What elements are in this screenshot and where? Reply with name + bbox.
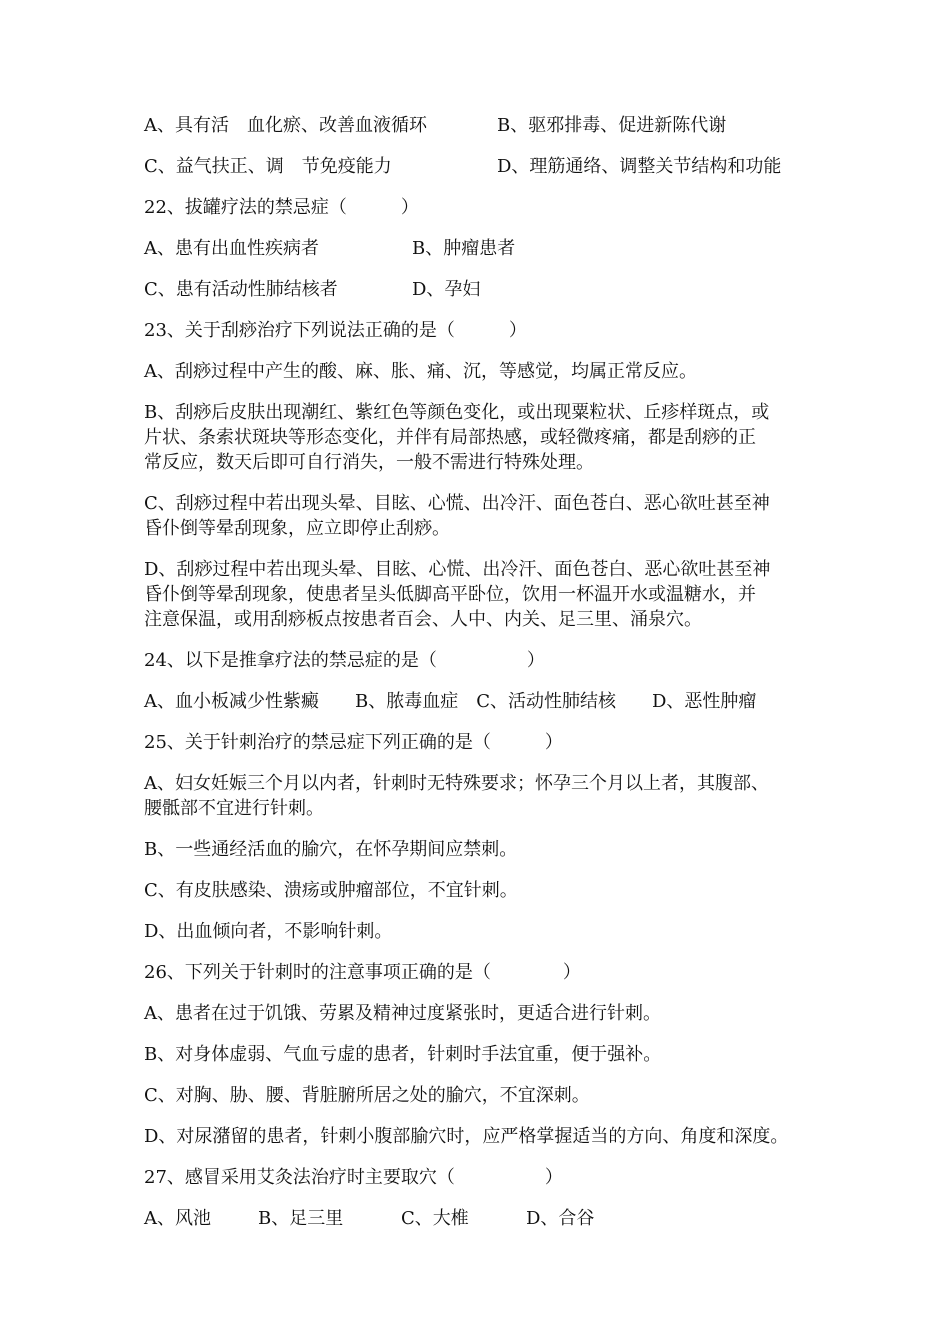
option-21-a: A、具有活 血化瘀、改善血液循环 xyxy=(144,115,427,136)
question-27: 27、感冒采用艾灸法治疗时主要取穴（ ） xyxy=(144,1167,563,1188)
option-26-c: C、对胸、胁、腰、背脏腑所居之处的腧穴，不宜深刺。 xyxy=(144,1085,590,1106)
option-27-d: D、合谷 xyxy=(526,1208,595,1229)
question-25: 25、关于针刺治疗的禁忌症下列正确的是（ ） xyxy=(144,732,563,753)
option-23-d-line3: 注意保温，或用刮痧板点按患者百会、人中、内关、足三里、涌泉穴。 xyxy=(144,609,702,630)
option-23-b-line1: B、刮痧后皮肤出现潮红、紫红色等颜色变化，或出现粟粒状、丘疹样斑点，或 xyxy=(144,402,770,423)
option-21-c: C、益气扶正、调 节免疫能力 xyxy=(144,156,392,177)
option-23-d-line1: D、刮痧过程中若出现头晕、目眩、心慌、出冷汗、面色苍白、恶心欲吐甚至神 xyxy=(144,559,771,580)
option-21-d: D、理筋通络、调整关节结构和功能 xyxy=(497,156,782,177)
option-25-b: B、一些通经活血的腧穴，在怀孕期间应禁刺。 xyxy=(144,839,518,860)
options-24: A、血小板减少性紫癜 B、脓毒血症 C、活动性肺结核 D、恶性肿瘤 xyxy=(144,691,757,712)
option-21-b: B、驱邪排毒、促进新陈代谢 xyxy=(497,115,727,136)
option-23-c-line2: 昏仆倒等晕刮现象，应立即停止刮痧。 xyxy=(144,518,450,539)
question-23: 23、关于刮痧治疗下列说法正确的是（ ） xyxy=(144,320,527,341)
question-26: 26、下列关于针刺时的注意事项正确的是（ ） xyxy=(144,962,581,983)
option-27-a: A、风池 xyxy=(144,1208,211,1229)
option-22-d: D、孕妇 xyxy=(412,279,481,300)
option-22-a: A、患有出血性疾病者 xyxy=(144,238,319,259)
option-23-c-line1: C、刮痧过程中若出现头晕、目眩、心慌、出冷汗、面色苍白、恶心欲吐甚至神 xyxy=(144,493,770,514)
question-24: 24、以下是推拿疗法的禁忌症的是（ ） xyxy=(144,650,545,671)
option-25-c: C、有皮肤感染、溃疡或肿瘤部位，不宜针刺。 xyxy=(144,880,518,901)
option-26-a: A、患者在过于饥饿、劳累及精神过度紧张时，更适合进行针刺。 xyxy=(144,1003,661,1024)
option-23-a: A、刮痧过程中产生的酸、麻、胀、痛、沉，等感觉，均属正常反应。 xyxy=(144,361,697,382)
option-22-b: B、肿瘤患者 xyxy=(412,238,516,259)
option-22-c: C、患有活动性肺结核者 xyxy=(144,279,338,300)
question-22: 22、拔罐疗法的禁忌症（ ） xyxy=(144,197,419,218)
option-25-d: D、出血倾向者，不影响针刺。 xyxy=(144,921,393,942)
option-23-d-line2: 昏仆倒等晕刮现象，使患者呈头低脚高平卧位，饮用一杯温开水或温糖水，并 xyxy=(144,584,756,605)
option-27-c: C、大椎 xyxy=(401,1208,469,1229)
option-26-d: D、对尿潴留的患者，针刺小腹部腧穴时，应严格掌握适当的方向、角度和深度。 xyxy=(144,1126,789,1147)
option-26-b: B、对身体虚弱、气血亏虚的患者，针刺时手法宜重，便于强补。 xyxy=(144,1044,662,1065)
option-27-b: B、足三里 xyxy=(258,1208,344,1229)
option-23-b-line3: 常反应，数天后即可自行消失，一般不需进行特殊处理。 xyxy=(144,452,594,473)
option-25-a-line2: 腰骶部不宜进行针刺。 xyxy=(144,798,324,819)
option-23-b-line2: 片状、条索状斑块等形态变化，并伴有局部热感，或轻微疼痛，都是刮痧的正 xyxy=(144,427,756,448)
option-25-a-line1: A、妇女妊娠三个月以内者，针刺时无特殊要求；怀孕三个月以上者，其腹部、 xyxy=(144,773,769,794)
